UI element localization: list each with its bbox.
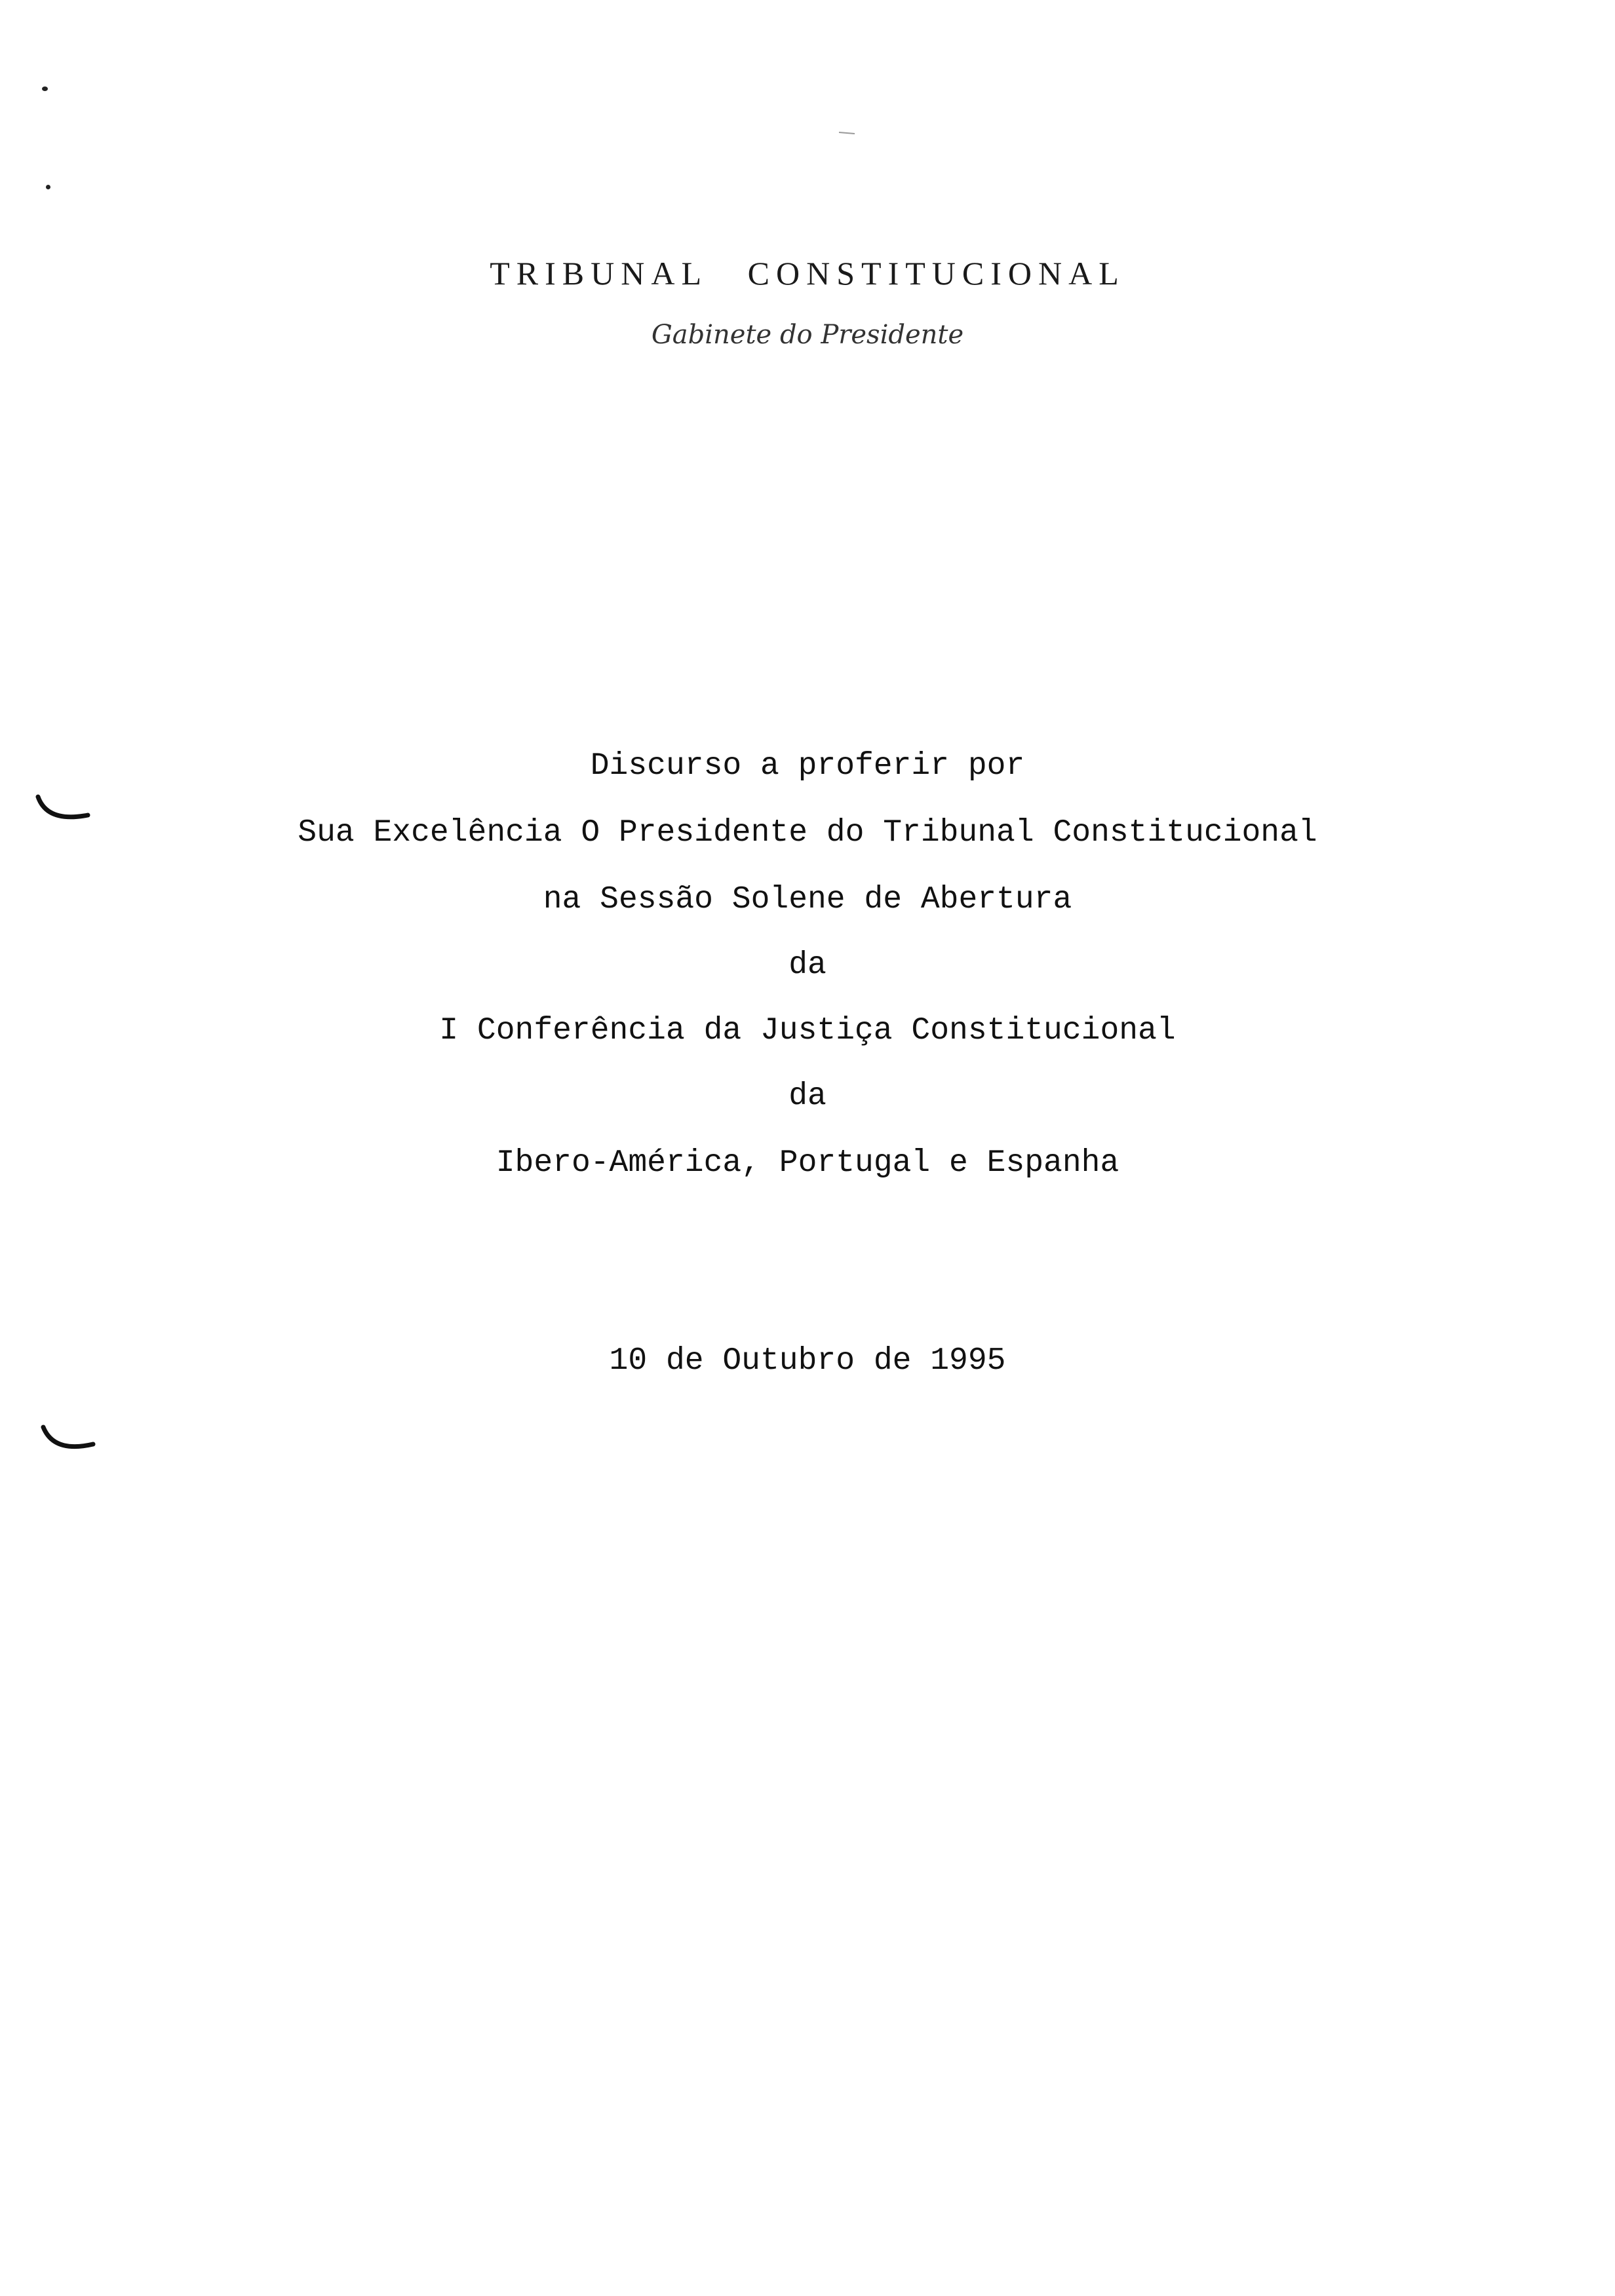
speech-line: na Sessão Solene de Abertura — [543, 882, 1072, 917]
scan-speck — [42, 86, 48, 91]
speech-line: Ibero-América, Portugal e Espanha — [496, 1145, 1119, 1181]
letterhead-institution: TRIBUNAL CONSTITUCIONAL — [490, 255, 1125, 292]
speech-line: I Conferência da Justiça Constitucional — [439, 1013, 1176, 1048]
speech-line: da — [788, 1079, 827, 1114]
punch-hole-mark — [39, 1422, 98, 1461]
letterhead-office: Gabinete do Presidente — [651, 320, 964, 350]
speech-line: Discurso a proferir por — [590, 748, 1025, 784]
speech-line: Sua Excelência O Presidente do Tribunal Constitucional — [298, 815, 1317, 851]
scan-speck — [46, 185, 50, 189]
speech-date: 10 de Outubro de 1995 — [609, 1343, 1006, 1379]
scan-dash — [838, 128, 857, 136]
speech-line: da — [788, 947, 827, 983]
